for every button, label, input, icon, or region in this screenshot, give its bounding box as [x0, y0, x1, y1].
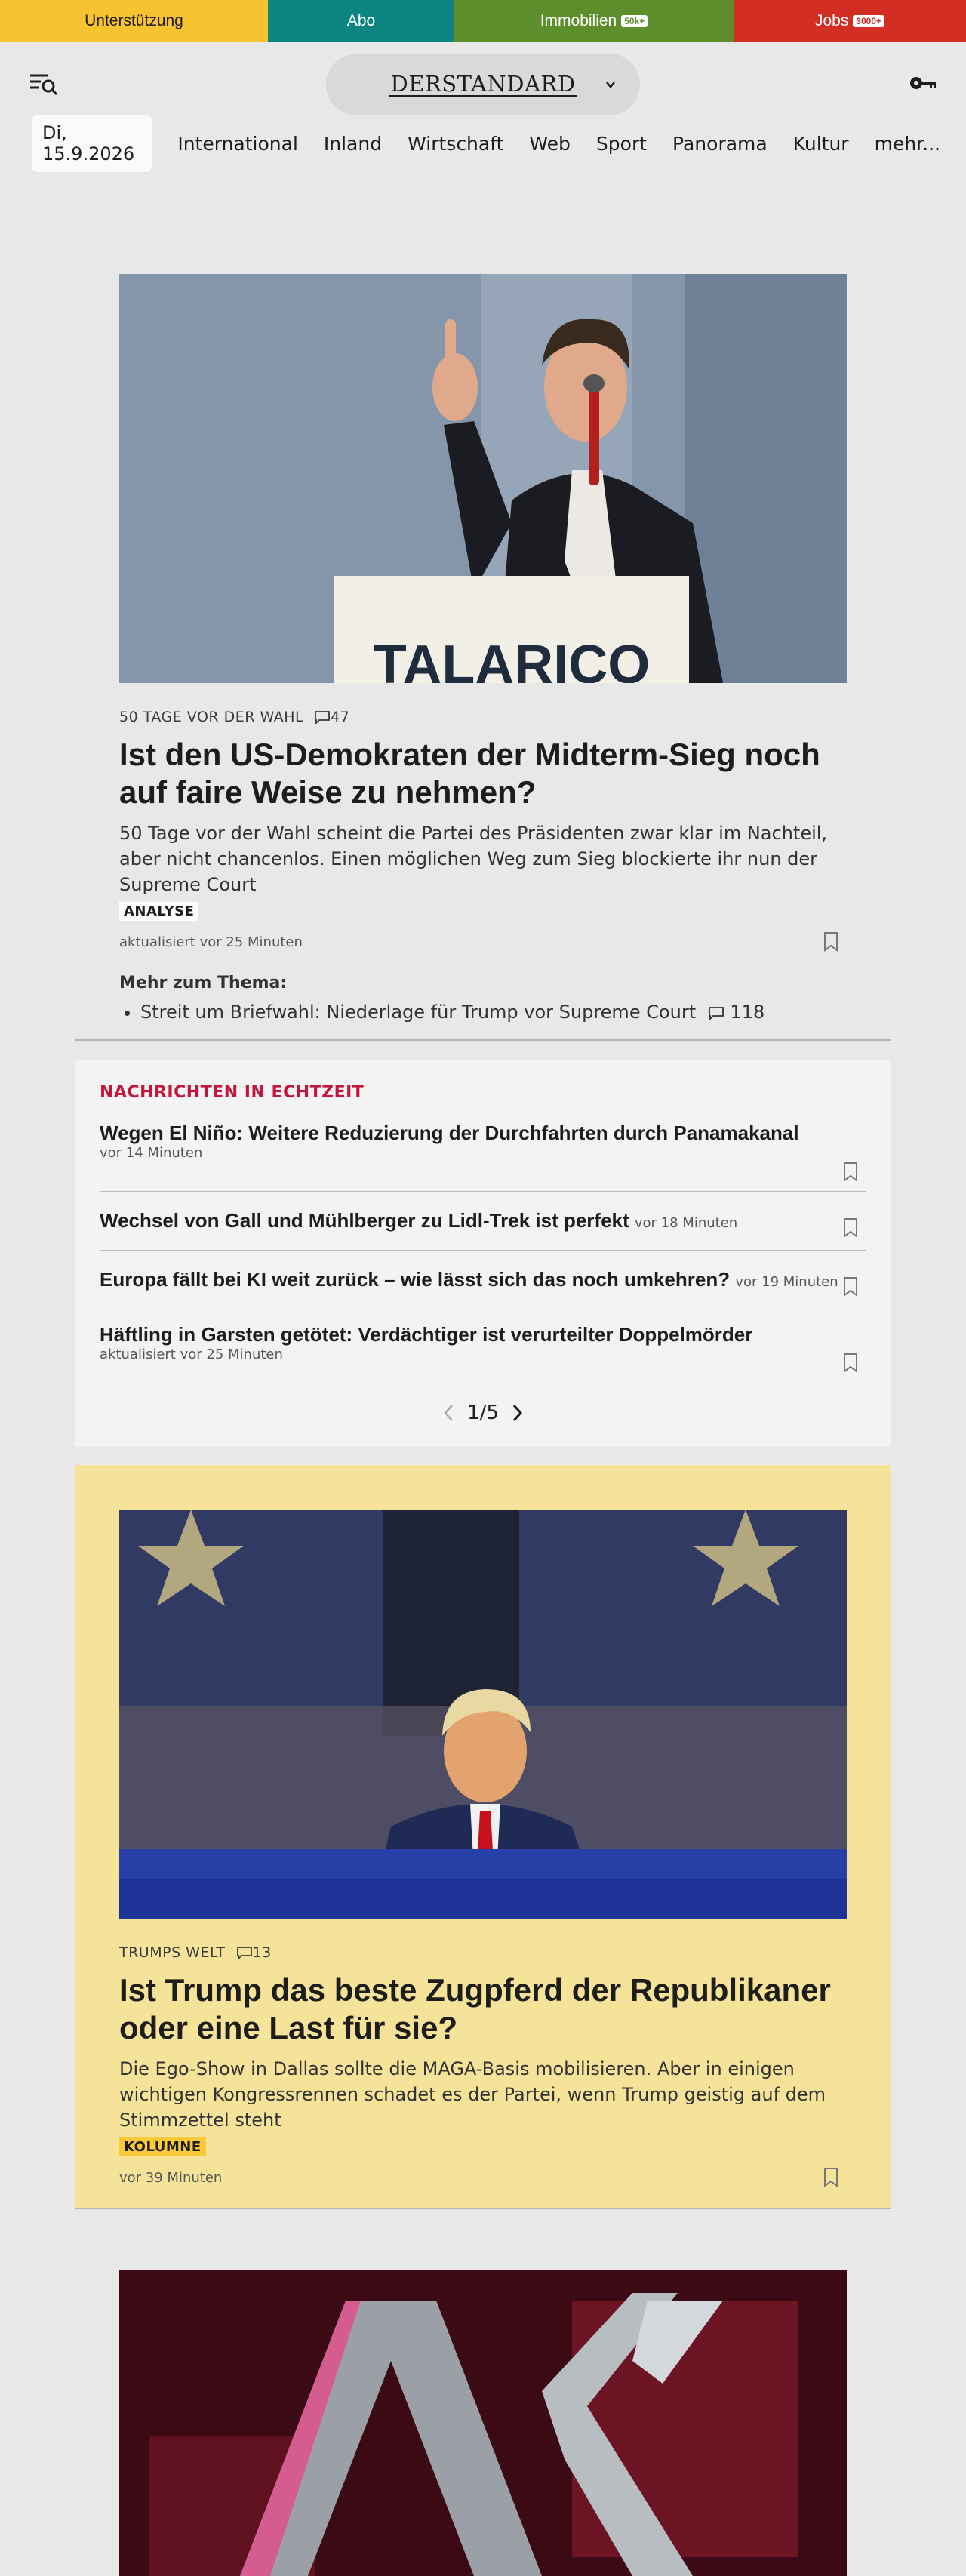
abo-link[interactable]: Abo — [268, 0, 454, 42]
ai-letter-illustration — [119, 2270, 847, 2576]
next-article-image[interactable] — [119, 2270, 847, 2576]
bookmark-icon[interactable] — [842, 1276, 859, 1297]
column-timestamp: vor 39 Minuten — [119, 2169, 223, 2186]
live-news-title: Wegen El Niño: Weitere Reduzierung der Durchfahrten durch Panamakanal — [100, 1122, 799, 1144]
lead-kicker — [119, 709, 847, 725]
logo-button[interactable] — [326, 54, 640, 115]
section-nav — [32, 124, 966, 163]
site-logo: DERSTANDARD — [390, 71, 576, 97]
kicker-text: TRUMPS WELT — [119, 1944, 226, 1961]
lead-article[interactable] — [119, 274, 847, 1023]
more-topic-comments: 118 — [730, 1002, 765, 1023]
column-teaser: Die Ego-Show in Dallas sollte die MAGA-Basis mobilisieren. Aber in einigen wichtigen Kongressrennen schadet es der Partei, wenn Trump geistig auf dem Stimmzettel steht — [119, 2058, 826, 2131]
more-topic-list — [119, 1002, 847, 1023]
nav-kultur[interactable]: Kultur — [792, 132, 849, 155]
lead-article-image[interactable] — [119, 274, 847, 683]
date-chip: Di, 15.9.2026 — [32, 115, 152, 172]
bookmark-icon[interactable] — [842, 1353, 859, 1374]
live-news-title: Häftling in Garsten getötet: Verdächtiger ist verurteilter Doppelmörder — [100, 1323, 753, 1346]
bookmark-icon[interactable] — [842, 1217, 859, 1239]
comment-count-value: 47 — [331, 709, 350, 725]
bookmark-icon[interactable] — [842, 1162, 859, 1183]
key-icon[interactable] — [909, 75, 937, 91]
live-pager — [75, 1402, 891, 1424]
speaker-illustration — [119, 274, 847, 683]
support-link[interactable]: Unterstützung — [0, 0, 268, 42]
more-topic-title: Streit um Briefwahl: Niederlage für Trump vor Supreme Court — [140, 1002, 697, 1023]
lead-meta-row — [119, 931, 847, 953]
chevron-down-icon — [604, 78, 617, 91]
column-article-image[interactable] — [119, 1510, 847, 1919]
bookmark-icon[interactable] — [823, 2167, 839, 2188]
rally-illustration — [119, 1510, 847, 1919]
pager-status: 1/5 — [467, 1402, 499, 1424]
live-separator — [100, 1250, 866, 1251]
nav-sport[interactable]: Sport — [595, 132, 648, 155]
analysis-label: ANALYSE — [119, 902, 198, 921]
live-news-time: vor 14 Minuten — [100, 1145, 203, 1161]
comment-count[interactable] — [236, 1944, 272, 1961]
column-article[interactable] — [119, 1510, 847, 2188]
nav-panorama[interactable]: Panorama — [672, 132, 768, 155]
column-kicker — [119, 1944, 847, 1961]
more-topic-item[interactable] — [140, 1002, 847, 1023]
comment-count[interactable] — [314, 709, 349, 725]
nav-web[interactable]: Web — [529, 132, 571, 155]
chevron-left-icon[interactable] — [441, 1403, 457, 1423]
lead-teaser: 50 Tage vor der Wahl scheint die Partei des Präsidenten zwar klar im Nachteil, aber nicht chancenlos. Einen möglichen Weg zum Sieg blockierte ihr nun der Supreme Court — [119, 823, 828, 895]
live-separator — [100, 1191, 866, 1192]
live-news-title: Wechsel von Gall und Mühlberger zu Lidl-Trek ist perfekt — [100, 1209, 629, 1232]
jobs-badge: 3000+ — [853, 15, 884, 27]
comment-icon — [314, 710, 331, 724]
nav-inland[interactable]: Inland — [323, 132, 383, 155]
comment-icon — [236, 1946, 253, 1959]
comment-icon — [708, 1006, 724, 1020]
live-news-time: vor 18 Minuten — [634, 1215, 738, 1231]
nav-more[interactable]: mehr... — [874, 132, 940, 155]
column-teaser-box — [75, 1465, 891, 2208]
column-label: KOLUMNE — [119, 2137, 206, 2156]
kicker-text: 50 TAGE VOR DER WAHL — [119, 709, 304, 725]
immobilien-link[interactable] — [454, 0, 734, 42]
bookmark-icon[interactable] — [823, 931, 839, 953]
lead-headline[interactable]: Ist den US-Demokraten der Midterm-Sieg noch auf faire Weise zu nehmen? — [119, 737, 820, 810]
live-news-title-row — [100, 1267, 866, 1294]
live-news-title: Europa fällt bei KI weit zurück – wie lässt sich das noch umkehren? — [100, 1268, 731, 1291]
nav-international[interactable]: International — [177, 132, 298, 155]
more-topic-heading: Mehr zum Thema: — [119, 974, 288, 993]
jobs-label: Jobs — [814, 12, 849, 29]
live-news-title-row — [100, 1208, 866, 1236]
live-news-item[interactable] — [100, 1208, 866, 1236]
site-header — [0, 42, 966, 125]
live-news-time: aktualisiert vor 25 Minuten — [100, 1346, 283, 1362]
live-news-box — [75, 1060, 891, 1447]
lectern-sign: TALARICO — [373, 635, 651, 683]
nav-wirtschaft[interactable]: Wirtschaft — [408, 132, 504, 155]
section-divider — [75, 2208, 891, 2209]
immobilien-label: Immobilien — [540, 12, 617, 29]
live-news-item[interactable] — [100, 1322, 866, 1362]
column-meta-row — [119, 2167, 847, 2188]
menu-search-icon[interactable] — [29, 71, 59, 98]
lead-timestamp: aktualisiert vor 25 Minuten — [119, 934, 303, 950]
live-news-item[interactable] — [100, 1267, 866, 1294]
section-divider — [75, 1039, 891, 1041]
chevron-right-icon[interactable] — [509, 1403, 525, 1423]
top-service-bar — [0, 0, 966, 42]
immobilien-badge: 50k+ — [621, 15, 648, 27]
column-headline[interactable]: Ist Trump das beste Zugpferd der Republikaner oder eine Last für sie? — [119, 1972, 831, 2045]
live-news-heading: NACHRICHTEN IN ECHTZEIT — [100, 1083, 365, 1102]
live-news-item[interactable] — [100, 1121, 866, 1161]
jobs-link[interactable] — [734, 0, 966, 42]
comment-count-value: 13 — [252, 1944, 272, 1961]
live-news-time: vor 19 Minuten — [735, 1274, 838, 1290]
